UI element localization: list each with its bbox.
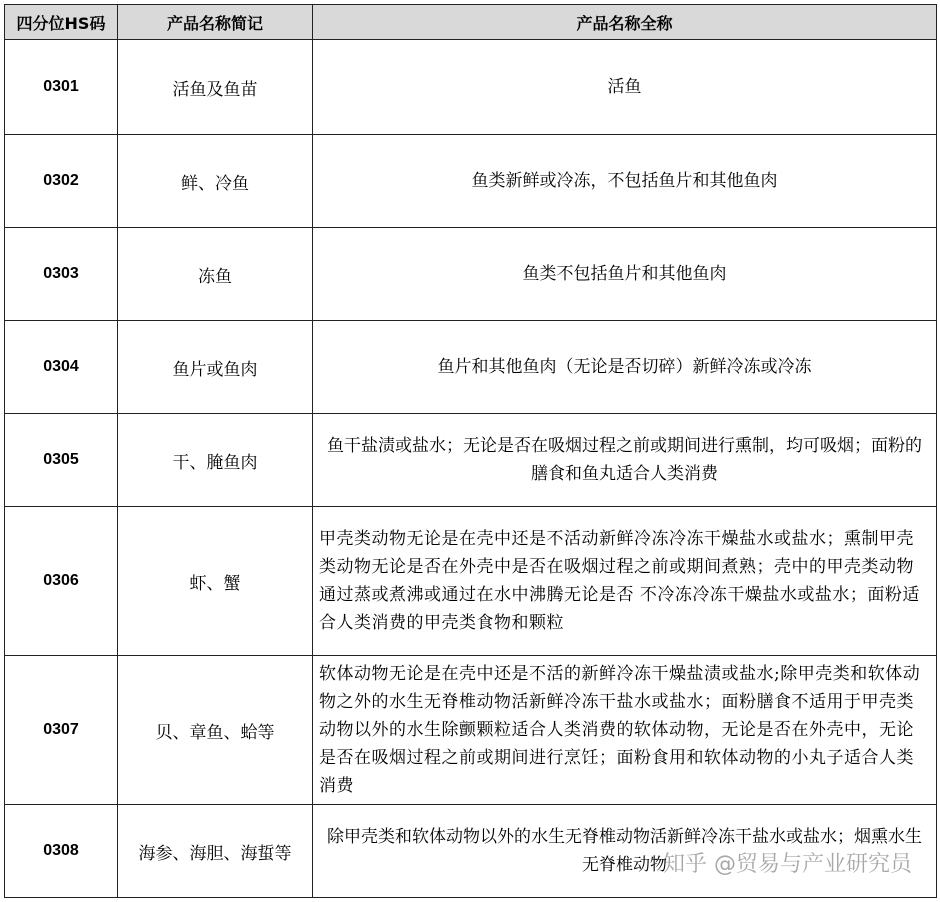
hs-code-cell: 0306 [5,507,118,656]
hs-code-cell: 0303 [5,228,118,321]
hs-code-cell: 0307 [5,656,118,805]
header-full-name: 产品名称全称 [313,5,937,40]
full-name-cell: 除甲壳类和软体动物以外的水生无脊椎动物活新鲜冷冻干盐水或盐水；烟熏水生无脊椎动物 [313,805,937,898]
short-name-cell: 活鱼及鱼苗 [118,40,313,135]
hs-code-cell: 0304 [5,321,118,414]
hs-code-table [4,4,937,898]
hs-code-cell: 0301 [5,40,118,135]
header-row [5,5,937,40]
hs-code-cell: 0302 [5,135,118,228]
full-name-cell: 活鱼 [313,40,937,135]
hs-code-cell: 0305 [5,414,118,507]
table-row [5,135,937,228]
short-name-cell: 干、腌鱼肉 [118,414,313,507]
short-name-cell: 贝、章鱼、蛤等 [118,656,313,805]
table-row [5,321,937,414]
short-name-cell: 虾、蟹 [118,507,313,656]
watermark-text: 知乎 @贸易与产业研究员 [663,852,912,877]
short-name-cell: 鱼片或鱼肉 [118,321,313,414]
header-short-name: 产品名称简记 [118,5,313,40]
table-row [5,414,937,507]
table-row [5,228,937,321]
full-name-cell: 甲壳类动物无论是在壳中还是不活动新鲜冷冻冷冻干燥盐水或盐水；熏制甲壳类动物无论是否在外壳中是否在吸烟过程之前或期间煮熟；壳中的甲壳类动物通过蒸或煮沸或通过在水中沸腾无论是否 不冷冻冷冻干燥盐水或盐水；面粉适合人类消费的甲壳类食物和颗粒 [313,507,937,656]
full-name-cell: 鱼干盐渍或盐水；无论是否在吸烟过程之前或期间进行熏制，均可吸烟；面粉的膳食和鱼丸适合人类消费 [313,414,937,507]
full-name-cell: 鱼类不包括鱼片和其他鱼肉 [313,228,937,321]
full-name-cell: 软体动物无论是在壳中还是不活的新鲜冷冻干燥盐渍或盐水;除甲壳类和软体动物之外的水生无脊椎动物活新鲜冷冻干盐水或盐水；面粉膳食不适用于甲壳类动物以外的水生除颤颗粒适合人类消费的软体动物，无论是否在外壳中，无论是否在吸烟过程之前或期间进行烹饪；面粉食用和软体动物的小丸子适合人类消费 [313,656,937,805]
short-name-cell: 海参、海胆、海蜇等 [118,805,313,898]
table-row [5,656,937,805]
hs-code-cell: 0308 [5,805,118,898]
full-name-cell: 鱼片和其他鱼肉（无论是否切碎）新鲜冷冻或冷冻 [313,321,937,414]
header-hs-code: 四分位HS码 [5,5,118,40]
table-row [5,805,937,898]
table-row [5,40,937,135]
short-name-cell: 冻鱼 [118,228,313,321]
table-row [5,507,937,656]
full-name-cell: 鱼类新鲜或冷冻，不包括鱼片和其他鱼肉 [313,135,937,228]
short-name-cell: 鲜、冷鱼 [118,135,313,228]
